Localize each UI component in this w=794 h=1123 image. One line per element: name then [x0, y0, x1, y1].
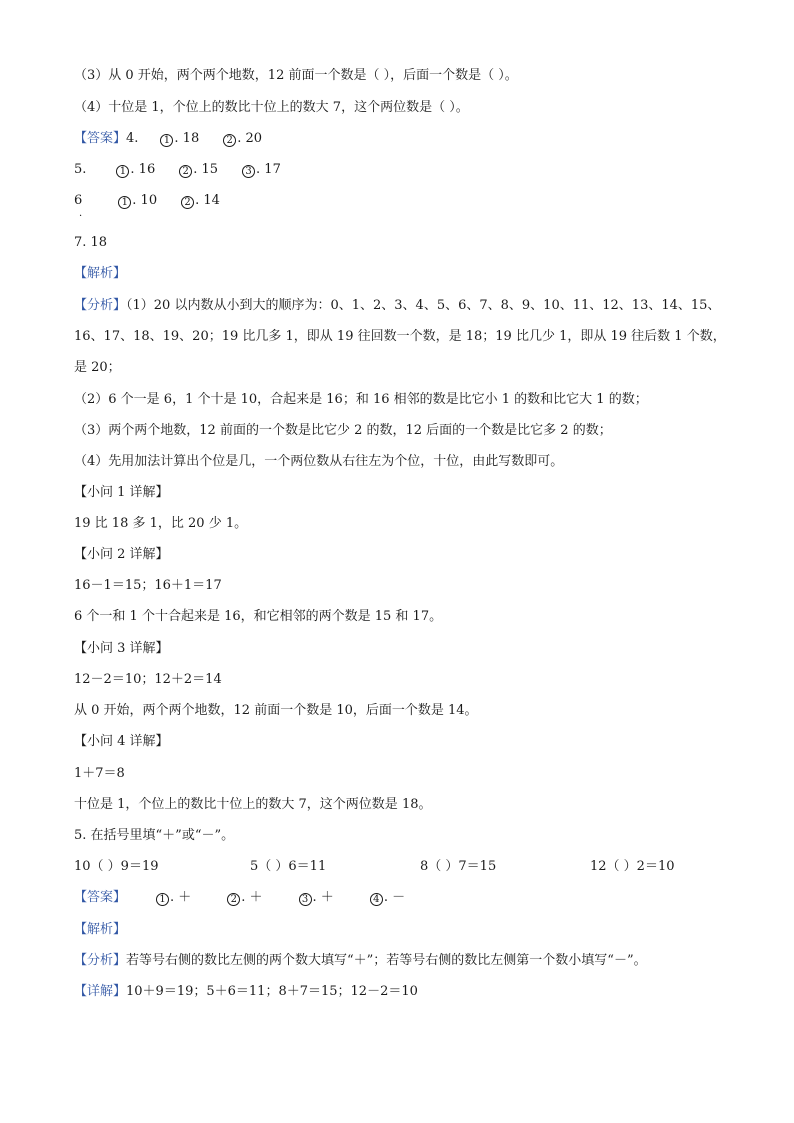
analysis-text: 若等号右侧的数比左侧的两个数大填写“＋”；若等号右侧的数比左侧第一个数小填写“－”。 [126, 953, 647, 968]
sub-question-3-text: 从 0 开始，两个两个地数，12 前面一个数是 10，后面一个数是 14。 [74, 703, 478, 718]
circled-number: 1 [116, 165, 129, 178]
circled-number: 4 [370, 893, 383, 906]
analysis-line-1 [74, 297, 720, 315]
answer-value: . － [383, 890, 406, 905]
answer-4-line [74, 130, 262, 148]
answer-value: . 14 [195, 193, 220, 208]
analysis-line-5: （3）两个两个地数，12 前面的一个数是比它少 2 的数，12 后面的一个数是比它多 2 的数； [74, 423, 612, 438]
analysis-2-line [74, 952, 647, 970]
circled-number: 2 [223, 134, 236, 147]
circled-number: 3 [242, 165, 255, 178]
jiexi-heading-2: 【解析】 [74, 922, 127, 937]
detail-text: 10＋9＝19；5＋6＝11；8＋7＝15；12－2＝10 [126, 984, 418, 999]
jiexi-heading: 【解析】 [74, 266, 127, 281]
sub-question-4-equation: 1＋7＝8 [74, 766, 125, 781]
question-5-equation-1: 10（ ）9＝19 [74, 859, 159, 874]
answer-value: . ＋ [312, 890, 334, 905]
circled-number: 3 [299, 893, 312, 906]
analysis-tag: 【分析】 [74, 298, 127, 313]
analysis-line-3: 是 20； [74, 360, 121, 375]
answer-number: 5. [74, 162, 87, 177]
sub-question-4-text: 十位是 1，个位上的数比十位上的数大 7，这个两位数是 18。 [74, 797, 432, 812]
sub-question-2-text: 6 个一和 1 个十合起来是 16，和它相邻的两个数是 15 和 17。 [74, 609, 443, 624]
answer-tag: 【答案】 [74, 890, 127, 905]
answer-value: . ＋ [170, 890, 192, 905]
analysis-line-4: （2）6 个一是 6，1 个十是 10，合起来是 16；和 16 相邻的数是比它小 1 的数和比它大 1 的数； [74, 392, 648, 407]
question-5-equation-2: 5（ ）6＝11 [250, 859, 327, 874]
circled-number: 1 [156, 893, 169, 906]
question-5-title: 5. 在括号里填“＋”或“－”。 [74, 828, 235, 843]
answer-tag: 【答案】 [74, 131, 127, 146]
circled-number: 2 [181, 196, 194, 209]
circled-number: 1 [160, 134, 173, 147]
sub-question-2-equation: 16－1＝15；16＋1＝17 [74, 578, 222, 593]
circled-number: 2 [179, 165, 192, 178]
answer-6-line [74, 192, 220, 210]
answer-value: . 20 [237, 131, 263, 146]
analysis-text: （1）20 以内数从小到大的顺序为：0、1、2、3、4、5、6、7、8、9、10、11、12、13、14、15、 [126, 298, 721, 313]
sub-question-3-heading: 【小问 3 详解】 [74, 641, 169, 656]
question-5-equation-4: 12（ ）2＝10 [590, 859, 675, 874]
circled-number: 1 [118, 196, 131, 209]
answer-value: . ＋ [241, 890, 263, 905]
answer-q5-line [74, 889, 405, 907]
detail-tag: 【详解】 [74, 984, 127, 999]
analysis-tag: 【分析】 [74, 953, 127, 968]
sub-question-1-heading: 【小问 1 详解】 [74, 485, 169, 500]
sub-question-2-heading: 【小问 2 详解】 [74, 547, 169, 562]
question-3-line: （3）从 0 开始，两个两个地数，12 前面一个数是（ ），后面一个数是（ ）。 [74, 68, 518, 83]
answer-number: 4. [126, 131, 139, 146]
sub-question-1-text: 19 比 18 多 1，比 20 少 1。 [74, 516, 248, 531]
question-5-equation-3: 8（ ）7＝15 [420, 859, 497, 874]
sub-question-3-equation: 12－2＝10；12＋2＝14 [74, 672, 222, 687]
answer-number: 6 [74, 193, 83, 208]
analysis-line-6: （4）先用加法计算出个位是几，一个两位数从右往左为个位，十位，由此写数即可。 [74, 454, 564, 469]
answer-value: . 18 [174, 131, 200, 146]
analysis-line-2: 16、17、18、19、20；19 比几多 1，即从 19 往回数一个数，是 18；19 比几少 1，即从 19 往后数 1 个数， [74, 329, 726, 344]
answer-value: . 15 [193, 162, 219, 177]
sub-question-4-heading: 【小问 4 详解】 [74, 734, 169, 749]
answer-value: . 16 [130, 162, 156, 177]
answer-value: . 17 [256, 162, 281, 177]
circled-number: 2 [227, 893, 240, 906]
answer-7-line: 7. 18 [74, 235, 108, 250]
answer-5-line [74, 161, 281, 179]
question-4-line: （4）十位是 1，个位上的数比十位上的数大 7，这个两位数是（ ）。 [74, 100, 469, 115]
stray-dot: · [79, 211, 83, 222]
answer-value: . 10 [132, 193, 158, 208]
detail-line [74, 983, 418, 1001]
